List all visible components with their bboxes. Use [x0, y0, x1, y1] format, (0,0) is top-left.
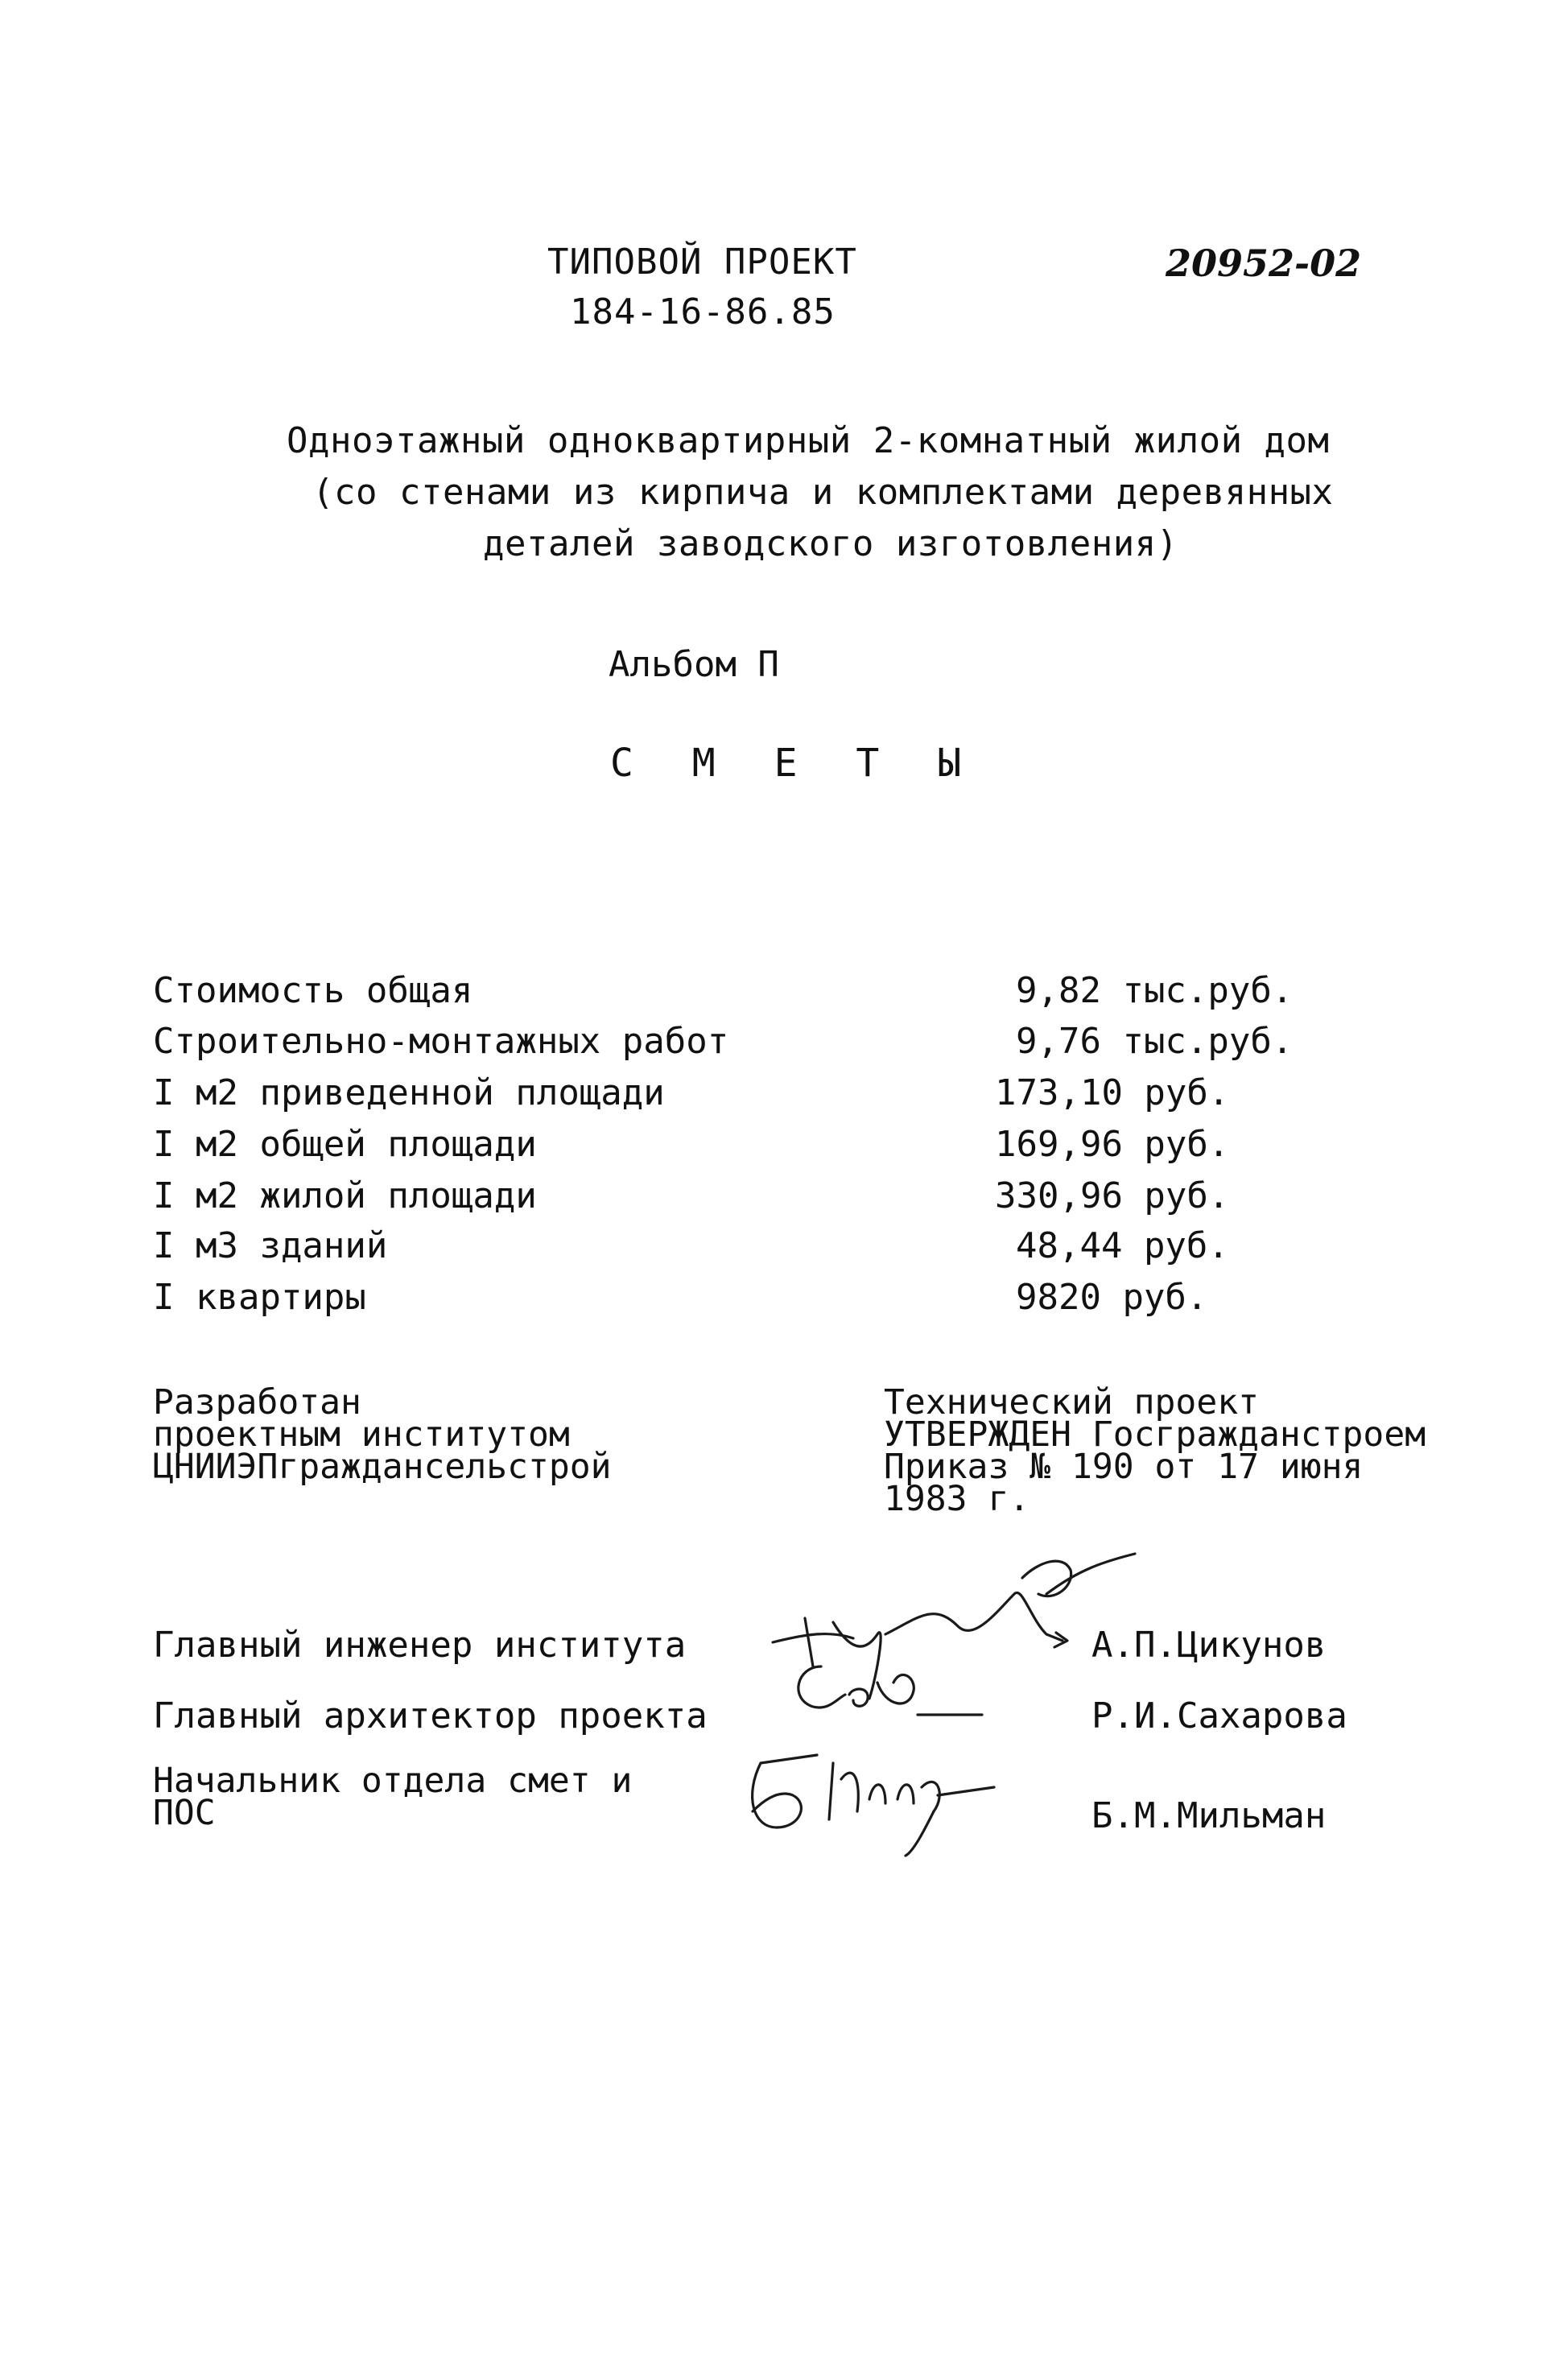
developed-by-block: [153, 1382, 612, 1487]
cost-label: I квартиры: [153, 1277, 366, 1318]
cost-label: Стоимость общая: [153, 970, 473, 1011]
approved-line-2: УТВЕРЖДЕН Госгражданстроем: [884, 1414, 1426, 1455]
signer-name: Б.М.Мильман: [1091, 1795, 1327, 1836]
cost-label: I м2 жилой площади: [153, 1175, 537, 1216]
approved-line-1: Технический проект: [884, 1382, 1259, 1423]
album-title: Альбом П: [609, 644, 779, 685]
cost-label: I м2 общей площади: [153, 1124, 537, 1165]
developed-line-1: Разработан: [153, 1382, 361, 1423]
project-number: 184-16-86.85: [570, 291, 836, 332]
developed-line-3: ЦНИИЭПграждансельстрой: [153, 1447, 612, 1487]
signature-head-estimates: [728, 1731, 1067, 1860]
signer-role-line-1: Начальник отдела смет и: [153, 1761, 633, 1801]
cost-label: I м2 приведенной площади: [153, 1072, 665, 1113]
cost-value: 330,96 руб.: [995, 1175, 1230, 1216]
approved-block: [884, 1382, 1426, 1519]
description-line-1: Одноэтажный одноквартирный 2-комнатный жилой дом: [287, 420, 1330, 461]
cost-value: 9,82 тыс.руб.: [1016, 970, 1294, 1011]
approved-line-4: 1983 г.: [884, 1479, 1030, 1519]
signer-role-line-2: ПОС: [153, 1793, 216, 1833]
project-type-title: ТИПОВОЙ ПРОЕКТ: [547, 242, 857, 283]
cost-value: 9,76 тыс.руб.: [1016, 1021, 1294, 1062]
section-title: С М Е Т Ы: [610, 741, 980, 786]
signer-name: А.П.Цикунов: [1091, 1625, 1327, 1666]
signer-name: Р.И.Сахарова: [1091, 1695, 1347, 1736]
signer-role: [153, 1761, 633, 1833]
description-line-2: (со стенами из кирпича и комплектами деревянных: [312, 472, 1334, 513]
signature-chief-architect: [773, 1650, 1030, 1731]
description-line-3: деталей заводского изготовления): [483, 523, 1178, 564]
signer-role: Главный архитектор проекта: [153, 1695, 708, 1736]
signer-role: Главный инженер института: [153, 1625, 687, 1666]
approved-line-3: Приказ № 190 от 17 июня: [884, 1447, 1364, 1487]
cost-value: 48,44 руб.: [1016, 1225, 1229, 1266]
cost-value: 169,96 руб.: [995, 1124, 1230, 1165]
developed-line-2: проектным институтом: [153, 1414, 570, 1455]
cost-value: 9820 руб.: [1016, 1277, 1208, 1318]
cost-label: I м3 зданий: [153, 1225, 388, 1266]
project-code: 20952-02: [1166, 242, 1362, 285]
cost-label: Строительно-монтажных работ: [153, 1021, 729, 1062]
cost-value: 173,10 руб.: [995, 1072, 1230, 1113]
